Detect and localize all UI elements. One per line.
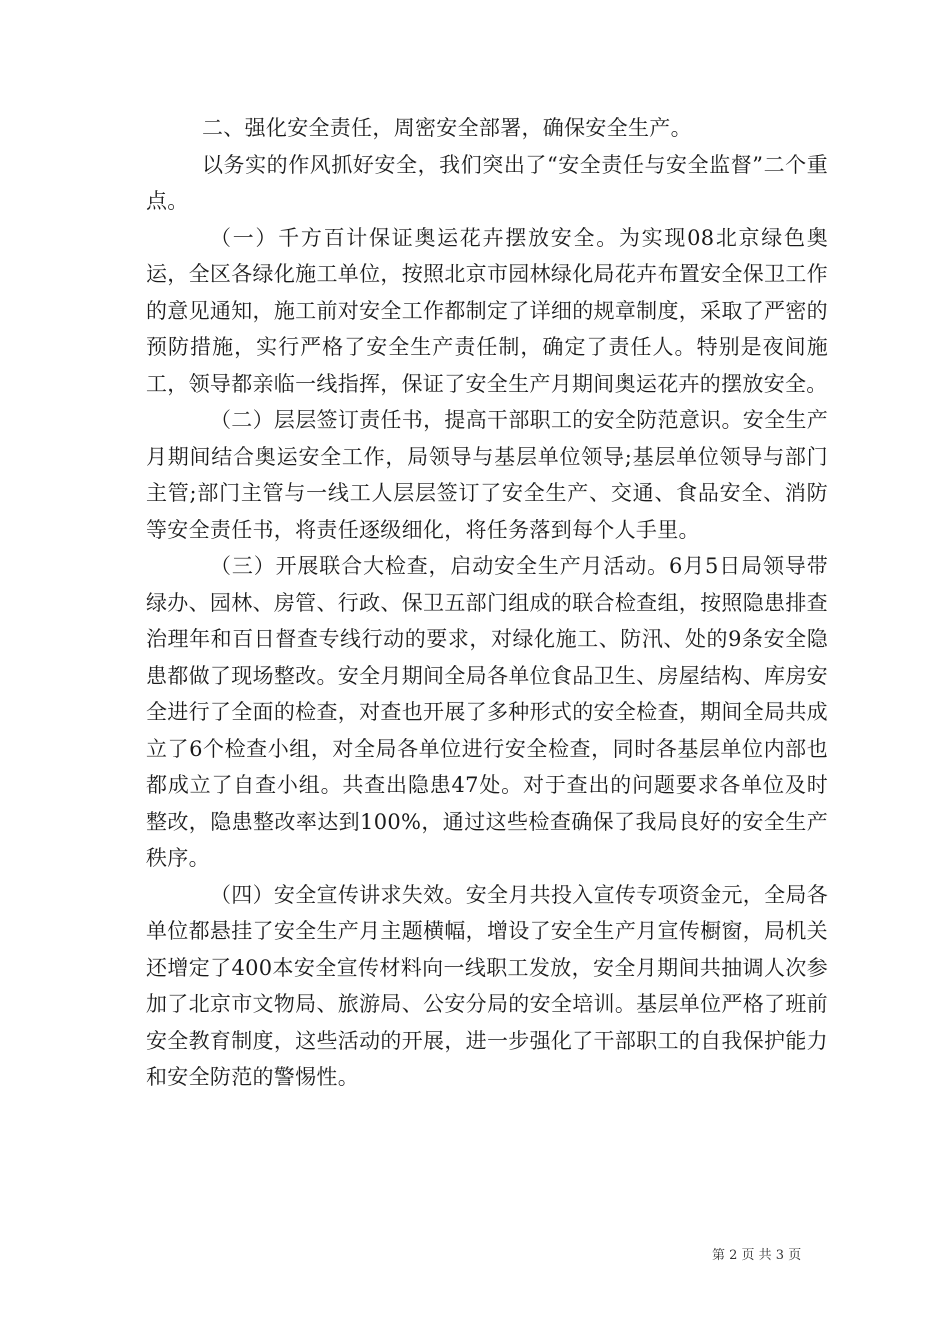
section-heading: 二、强化安全责任，周密安全部署，确保安全生产。: [202, 116, 692, 140]
paragraph-item-2: （二）层层签订责任书，提高干部职工的安全防范意识。安全生产月期间结合奥运安全工作，局领导与基层单位领导;基层单位领导与部门主管;部门主管与一线工人层层签订了安全生产、交通、食品安全、消防等安全责任书，将责任逐级细化，将任务落到每个人手里。: [146, 408, 828, 542]
page-number: 第 2 页 共 3 页: [712, 1248, 802, 1263]
document-body: [146, 110, 828, 1096]
paragraph-intro: 以务实的作风抓好安全，我们突出了“安全责任与安全监督”二个重点。: [146, 152, 828, 213]
paragraph-item-4: （四）安全宣传讲求失效。安全月共投入宣传专项资金元，全局各单位都悬挂了安全生产月主题横幅，增设了安全生产月宣传橱窗，局机关还增定了400本安全宣传材料向一线职工发放，安全月期间共抽调人次参加了北京市文物局、旅游局、公安分局的安全培训。基层单位严格了班前安全教育制度，这些活动的开展，进一步强化了干部职工的自我保护能力和安全防范的警惕性。: [146, 882, 828, 1089]
paragraph-item-1: （一）千方百计保证奥运花卉摆放安全。为实现08北京绿色奥运，全区各绿化施工单位，按照北京市园林绿化局花卉布置安全保卫工作的意见通知，施工前对安全工作都制定了详细的规章制度，采取了严密的预防措施，实行严格了安全生产责任制，确定了责任人。特别是夜间施工，领导都亲临一线指挥，保证了安全生产月期间奥运花卉的摆放安全。: [146, 225, 828, 396]
paragraph-item-3: （三）开展联合大检查，启动安全生产月活动。6月5日局领导带绿办、园林、房管、行政、保卫五部门组成的联合检查组，按照隐患排查治理年和百日督查专线行动的要求，对绿化施工、防汛、处的9条安全隐患都做了现场整改。安全月期间全局各单位食品卫生、房屋结构、库房安全进行了全面的检查，对查也开展了多种形式的安全检查，期间全局共成立了6个检查小组，对全局各单位进行安全检查，同时各基层单位内部也都成立了自查小组。共查出隐患47处。对于查出的问题要求各单位及时整改，隐患整改率达到100%，通过这些检查确保了我局良好的安全生产秩序。: [146, 554, 828, 870]
